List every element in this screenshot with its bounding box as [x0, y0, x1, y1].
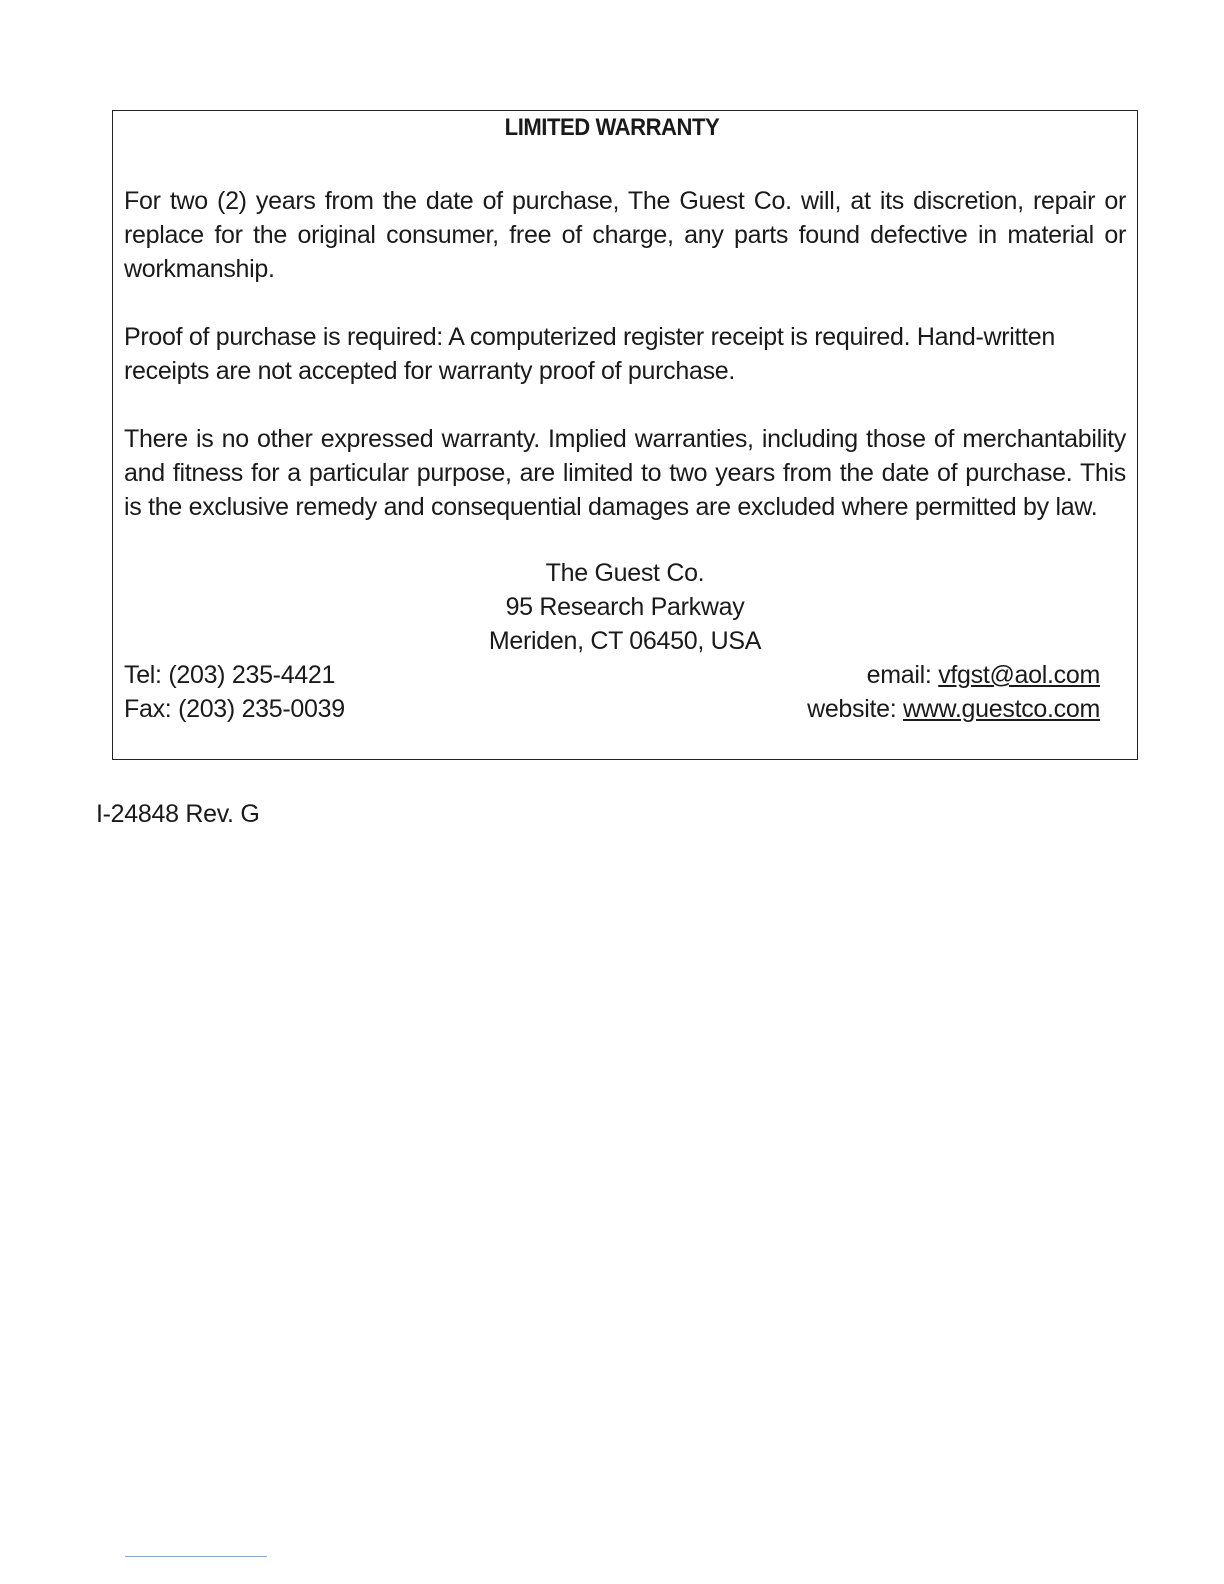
proof-line-2: receipts are not accepted for warranty proof of purchase.	[124, 357, 736, 385]
company-name: The Guest Co.	[545, 559, 705, 587]
company-address	[124, 556, 1126, 658]
warranty-title: LIMITED WARRANTY	[504, 114, 720, 141]
warranty-paragraph-coverage: For two (2) years from the date of purchase, The Guest Co. will, at its discretion, repair or replace for the original consumer, free of charge, any parts found defective in material or workmanship.	[124, 187, 1126, 283]
website-link[interactable]: www.guestco.com	[903, 695, 1100, 723]
fax-number: Fax: (203) 235-0039	[124, 695, 345, 723]
email-line	[807, 658, 1100, 692]
online-contacts	[807, 658, 1100, 726]
proof-line-1: Proof of purchase is required: A computerized register receipt is required. Hand-written	[124, 323, 1056, 351]
email-label: email:	[866, 661, 939, 689]
email-link[interactable]: vfgst@aol.com	[938, 661, 1100, 689]
tel-number: Tel: (203) 235-4421	[124, 661, 336, 689]
document-revision: I-24848 Rev. G	[96, 800, 260, 828]
phone-contacts	[124, 658, 345, 726]
company-city: Meriden, CT 06450, USA	[488, 627, 762, 655]
company-street: 95 Research Parkway	[505, 593, 745, 621]
website-label: website:	[807, 695, 904, 723]
footer-divider	[125, 1556, 267, 1557]
warranty-paragraph-disclaimer: There is no other expressed warranty. Implied warranties, including those of merchantability and fitness for a particular purpose, are limited to two years from the date of purchase. This is the exclusive remedy and consequential damages are excluded where permitted by law.	[124, 425, 1126, 521]
warranty-paragraph-proof	[124, 320, 1126, 388]
website-line	[807, 692, 1100, 726]
